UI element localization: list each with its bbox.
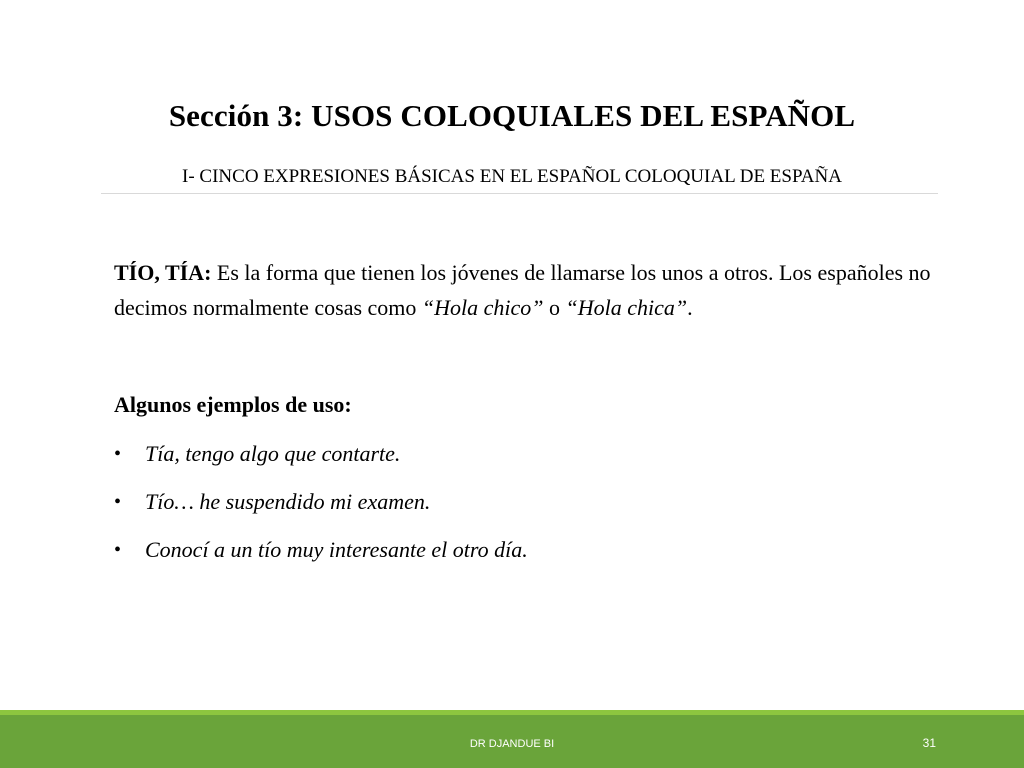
footer-author: DR DJANDUE BI <box>469 738 555 750</box>
definition-quote-1: “Hola chico” <box>421 295 544 320</box>
slide-title: Sección 3: USOS COLOQUIALES DEL ESPAÑOL <box>168 98 856 133</box>
definition-text-1: Es la forma que tienen los jóvenes de llamarse los unos a otros. Los españoles no decimos normalmente cosas como <box>114 260 931 320</box>
example-text: Conocí a un tío muy interesante el otro día. <box>145 537 528 562</box>
example-text: Tía, tengo algo que contarte. <box>145 441 401 466</box>
title-divider <box>101 193 938 194</box>
page-number: 31 <box>922 736 936 750</box>
definition-text-3: . <box>687 295 693 320</box>
example-text: Tío… he suspendido mi examen. <box>145 489 431 514</box>
definition-term: TÍO, TÍA: <box>114 260 212 285</box>
bullet-icon: • <box>114 539 122 561</box>
definition-text-2: o <box>543 295 566 320</box>
slide-subtitle: I- CINCO EXPRESIONES BÁSICAS EN EL ESPAÑOL COLOQUIAL DE ESPAÑA <box>182 166 842 187</box>
examples-heading: Algunos ejemplos de uso: <box>114 392 352 417</box>
bullet-icon: • <box>114 443 122 465</box>
definition-quote-2: “Hola chica” <box>565 295 688 320</box>
bullet-icon: • <box>114 491 122 513</box>
definition-paragraph <box>114 255 934 325</box>
